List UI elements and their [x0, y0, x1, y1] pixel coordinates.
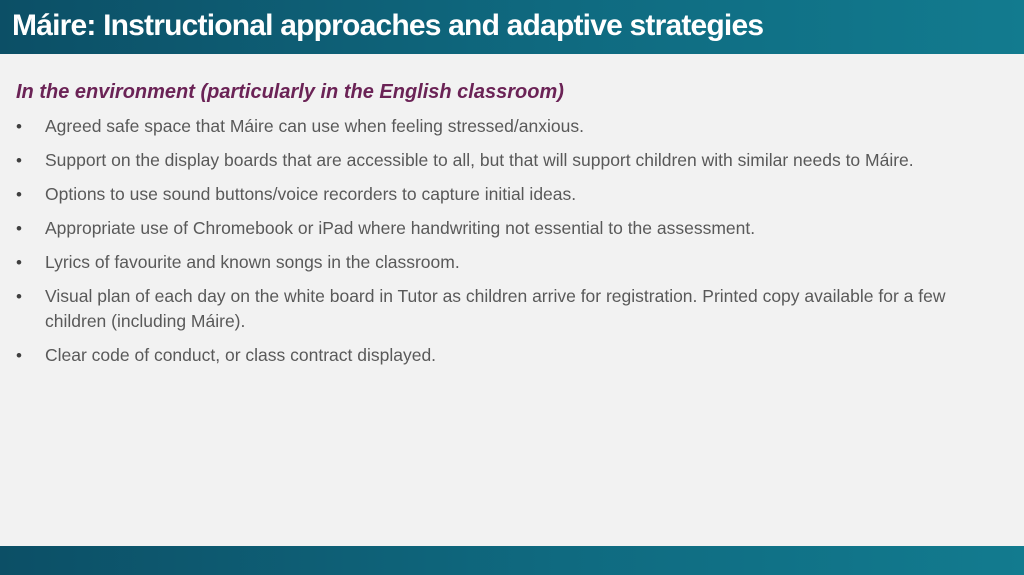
bullet-item [16, 216, 1006, 241]
bullet-icon: • [16, 219, 22, 238]
bullet-item [16, 250, 1006, 275]
bullet-text: Appropriate use of Chromebook or iPad where handwriting not essential to the assessment. [45, 218, 756, 238]
bullet-icon: • [16, 117, 22, 136]
bullet-text: Clear code of conduct, or class contract displayed. [45, 345, 437, 365]
slide-title: Máire: Instructional approaches and adaptive strategies [12, 9, 764, 42]
bullet-item [16, 182, 1006, 207]
bullet-text: Options to use sound buttons/voice recorders to capture initial ideas. [45, 184, 577, 204]
bullet-item [16, 284, 1006, 334]
bullet-item [16, 343, 1006, 368]
bullet-icon: • [16, 346, 22, 365]
slide-content [16, 78, 1006, 377]
section-subheading: In the environment (particularly in the English classroom) [16, 81, 564, 103]
footer-banner [0, 546, 1024, 575]
bullet-item [16, 148, 1006, 173]
bullet-icon: • [16, 151, 22, 170]
bullet-item [16, 114, 1006, 139]
bullet-text: Agreed safe space that Máire can use when feeling stressed/anxious. [45, 116, 584, 136]
bullet-list [16, 114, 1006, 368]
bullet-icon: • [16, 287, 22, 306]
bullet-text: Lyrics of favourite and known songs in the classroom. [45, 252, 460, 272]
bullet-icon: • [16, 185, 22, 204]
title-banner [0, 0, 1024, 54]
bullet-text: Visual plan of each day on the white board in Tutor as children arrive for registration. Printed copy available for a few children (including Máire). [45, 286, 946, 331]
bullet-icon: • [16, 253, 22, 272]
bullet-text: Support on the display boards that are accessible to all, but that will support children with similar needs to Máire. [45, 150, 914, 170]
